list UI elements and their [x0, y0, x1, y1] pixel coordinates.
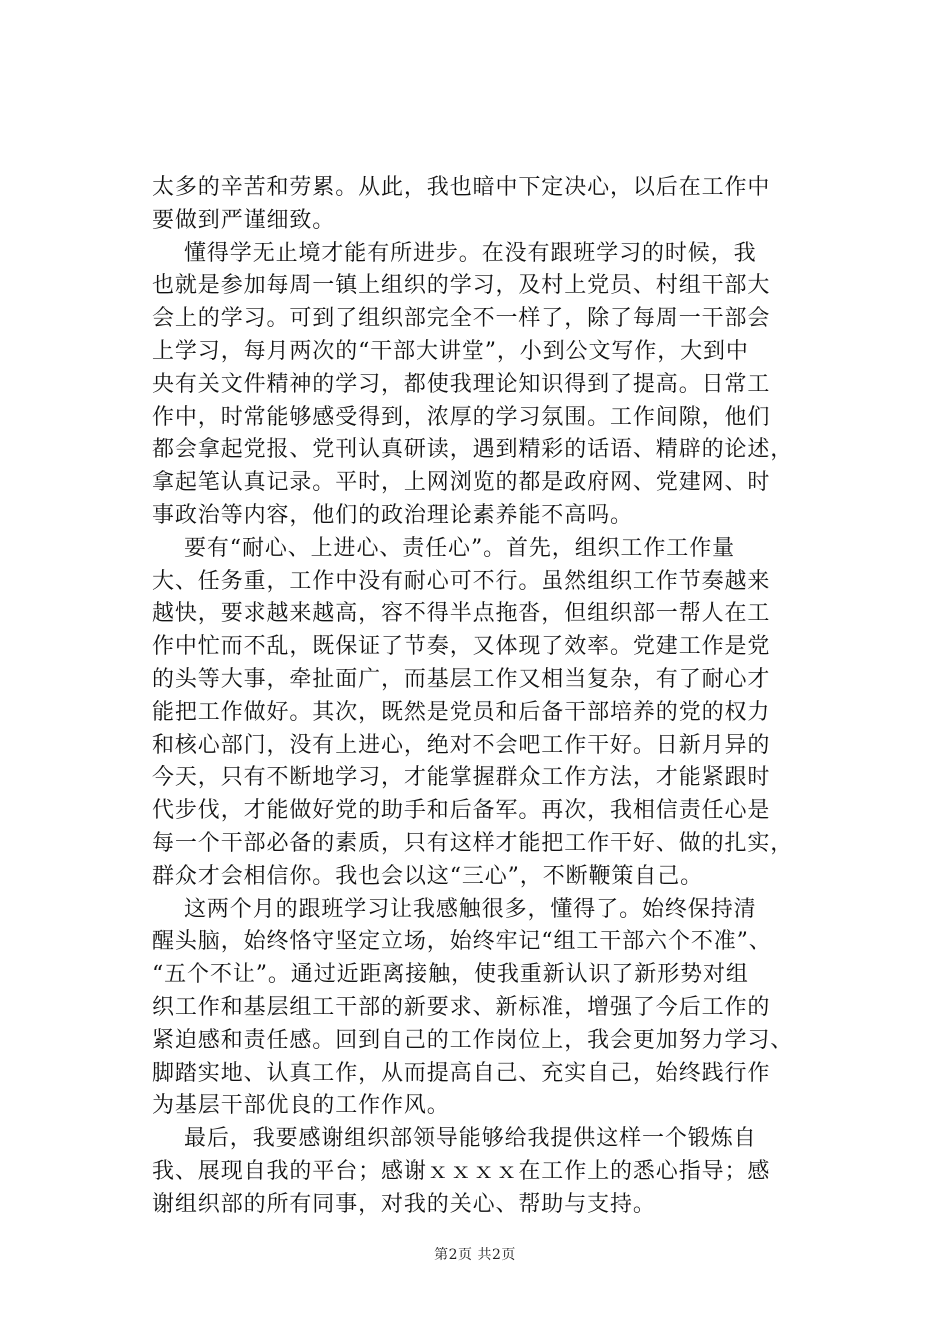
text-line: 每一个干部必备的素质，只有这样才能把工作干好、做的扎实，: [152, 830, 794, 856]
paragraph-start-line: 懂得学无止境才能有所进步。在没有跟班学习的时候，我: [184, 240, 757, 266]
text-line: 也就是参加每周一镇上组织的学习，及村上党员、村组干部大: [152, 273, 771, 299]
text-line: 脚踏实地、认真工作，从而提高自己、充实自己，始终践行作: [152, 1060, 771, 1086]
text-line: 和核心部门，没有上进心，绝对不会吧工作干好。日新月异的: [152, 732, 771, 758]
paragraph-start-line: 这两个月的跟班学习让我感触很多，懂得了。始终保持清: [184, 896, 757, 922]
text-line: 作中，时常能够感受得到，浓厚的学习氛围。工作间隙，他们: [152, 404, 771, 430]
text-line: 都会拿起党报、党刊认真研读，遇到精彩的话语、精辟的论述，: [152, 437, 794, 463]
text-line: 上学习，每月两次的“干部大讲堂”，小到公文写作，大到中: [152, 338, 749, 364]
text-line: 央有关文件精神的学习，都使我理论知识得到了提高。日常工: [152, 371, 771, 397]
text-line: 能把工作做好。其次，既然是党员和后备干部培养的党的权力: [152, 699, 771, 725]
text-line: 为基层干部优良的工作作风。: [152, 1093, 450, 1119]
text-line: 代步伐，才能做好党的助手和后备军。再次，我相信责任心是: [152, 798, 771, 824]
paragraph-start-line: 最后，我要感谢组织部领导能够给我提供这样一个锻炼自: [184, 1126, 757, 1152]
document-body: [152, 172, 832, 1222]
paragraph-start-line: 要有“耐心、上进心、责任心”。首先，组织工作工作量: [184, 535, 735, 561]
text-line: 要做到严谨细致。: [152, 207, 336, 233]
text-line: 我、展现自我的平台；感谢ｘｘｘｘ在工作上的悉心指导；感: [152, 1158, 771, 1184]
text-line: 越快，要求越来越高，容不得半点拖沓，但组织部一帮人在工: [152, 601, 771, 627]
text-line: 今天，只有不断地学习，才能掌握群众工作方法，才能紧跟时: [152, 765, 771, 791]
page-number-footer: 第2页 共2页: [434, 1247, 516, 1263]
text-line: 大、任务重，工作中没有耐心可不行。虽然组织工作节奏越来: [152, 568, 771, 594]
text-line: 群众才会相信你。我也会以这“三心”，不断鞭策自己。: [152, 863, 703, 889]
text-line: 作中忙而不乱，既保证了节奏，又体现了效率。党建工作是党: [152, 634, 771, 660]
text-line: 织工作和基层组工干部的新要求、新标准，增强了今后工作的: [152, 994, 771, 1020]
text-line: 事政治等内容，他们的政治理论素养能不高吗。: [152, 502, 633, 528]
text-line: “五个不让”。通过近距离接触，使我重新认识了新形势对组: [152, 962, 749, 988]
text-line: 的头等大事，牵扯面广，而基层工作又相当复杂，有了耐心才: [152, 666, 771, 692]
text-line: 会上的学习。可到了组织部完全不一样了，除了每周一干部会: [152, 306, 771, 332]
text-line: 拿起笔认真记录。平时，上网浏览的都是政府网、党建网、时: [152, 470, 771, 496]
text-line: 太多的辛苦和劳累。从此，我也暗中下定决心，以后在工作中: [152, 175, 771, 200]
text-line: 紧迫感和责任感。回到自己的工作岗位上，我会更加努力学习、: [152, 1027, 794, 1053]
text-line: 谢组织部的所有同事，对我的关心、帮助与支持。: [152, 1191, 656, 1217]
text-line: 醒头脑，始终恪守坚定立场，始终牢记“组工干部六个不准”、: [152, 929, 772, 955]
